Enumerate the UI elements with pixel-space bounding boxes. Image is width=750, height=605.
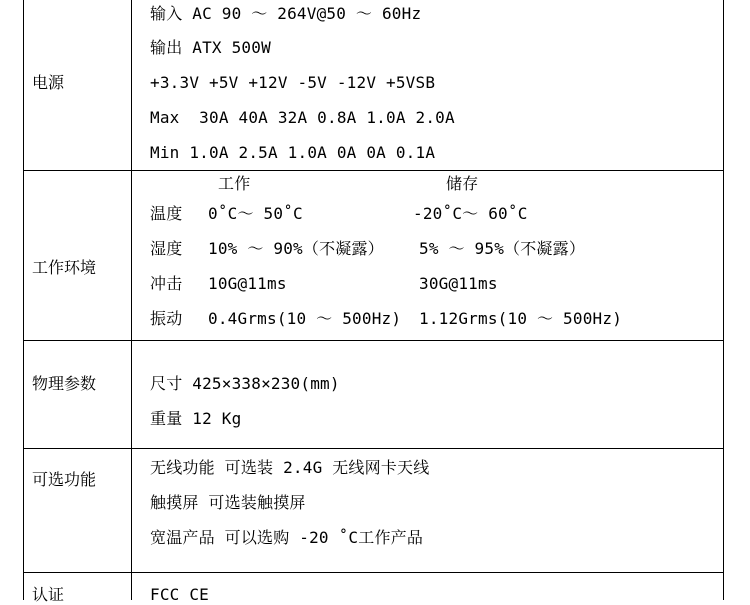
- power-label: 电源: [32, 73, 65, 92]
- env-row-name: 湿度: [150, 239, 183, 258]
- power-voltage-line: +3.3V +5V +12V -5V -12V +5VSB: [150, 73, 436, 92]
- env-row-name: 温度: [150, 204, 183, 223]
- environment-header-work: 工作: [218, 174, 251, 193]
- table-column-divider: [131, 0, 132, 600]
- power-max-line: Max 30A 40A 32A 0.8A 1.0A 2.0A: [150, 108, 455, 127]
- options-wireless-line: 无线功能 可选装 2.4G 无线网卡天线: [150, 458, 430, 477]
- physical-weight-line: 重量 12 Kg: [150, 409, 242, 428]
- power-output-line: 输出 ATX 500W: [150, 38, 271, 57]
- row-divider: [23, 340, 724, 341]
- certification-label: 认证: [32, 585, 65, 604]
- env-row-name: 冲击: [150, 274, 183, 293]
- env-row-storage: 5% ～ 95%（不凝露）: [419, 239, 586, 258]
- power-input-line: 输入 AC 90 ～ 264V@50 ～ 60Hz: [150, 4, 422, 23]
- power-min-line: Min 1.0A 2.5A 1.0A 0A 0A 0.1A: [150, 143, 436, 162]
- env-row-storage: 1.12Grms(10 ～ 500Hz): [419, 309, 623, 328]
- environment-header-storage: 储存: [446, 174, 479, 193]
- env-row-work: 0˚C～ 50˚C: [208, 204, 303, 223]
- physical-label: 物理参数: [32, 374, 97, 393]
- env-row-storage: -20˚C～ 60˚C: [413, 204, 528, 223]
- env-row-work: 10% ～ 90%（不凝露）: [208, 239, 384, 258]
- env-row-work: 10G@11ms: [208, 274, 287, 293]
- env-row-name: 振动: [150, 309, 183, 328]
- row-divider: [23, 170, 724, 171]
- table-left-border: [23, 0, 24, 600]
- physical-size-line: 尺寸 425×338×230(mm): [150, 374, 340, 393]
- options-label: 可选功能: [32, 470, 97, 489]
- options-touchscreen-line: 触摸屏 可选装触摸屏: [150, 493, 306, 512]
- row-divider: [23, 448, 724, 449]
- env-row-storage: 30G@11ms: [419, 274, 498, 293]
- certification-line: FCC CE: [150, 585, 209, 604]
- table-right-border: [723, 0, 724, 600]
- environment-label: 工作环境: [32, 258, 97, 277]
- options-wide-temp-line: 宽温产品 可以选购 -20 ˚C工作产品: [150, 528, 424, 547]
- env-row-work: 0.4Grms(10 ～ 500Hz): [208, 309, 402, 328]
- row-divider: [23, 572, 724, 573]
